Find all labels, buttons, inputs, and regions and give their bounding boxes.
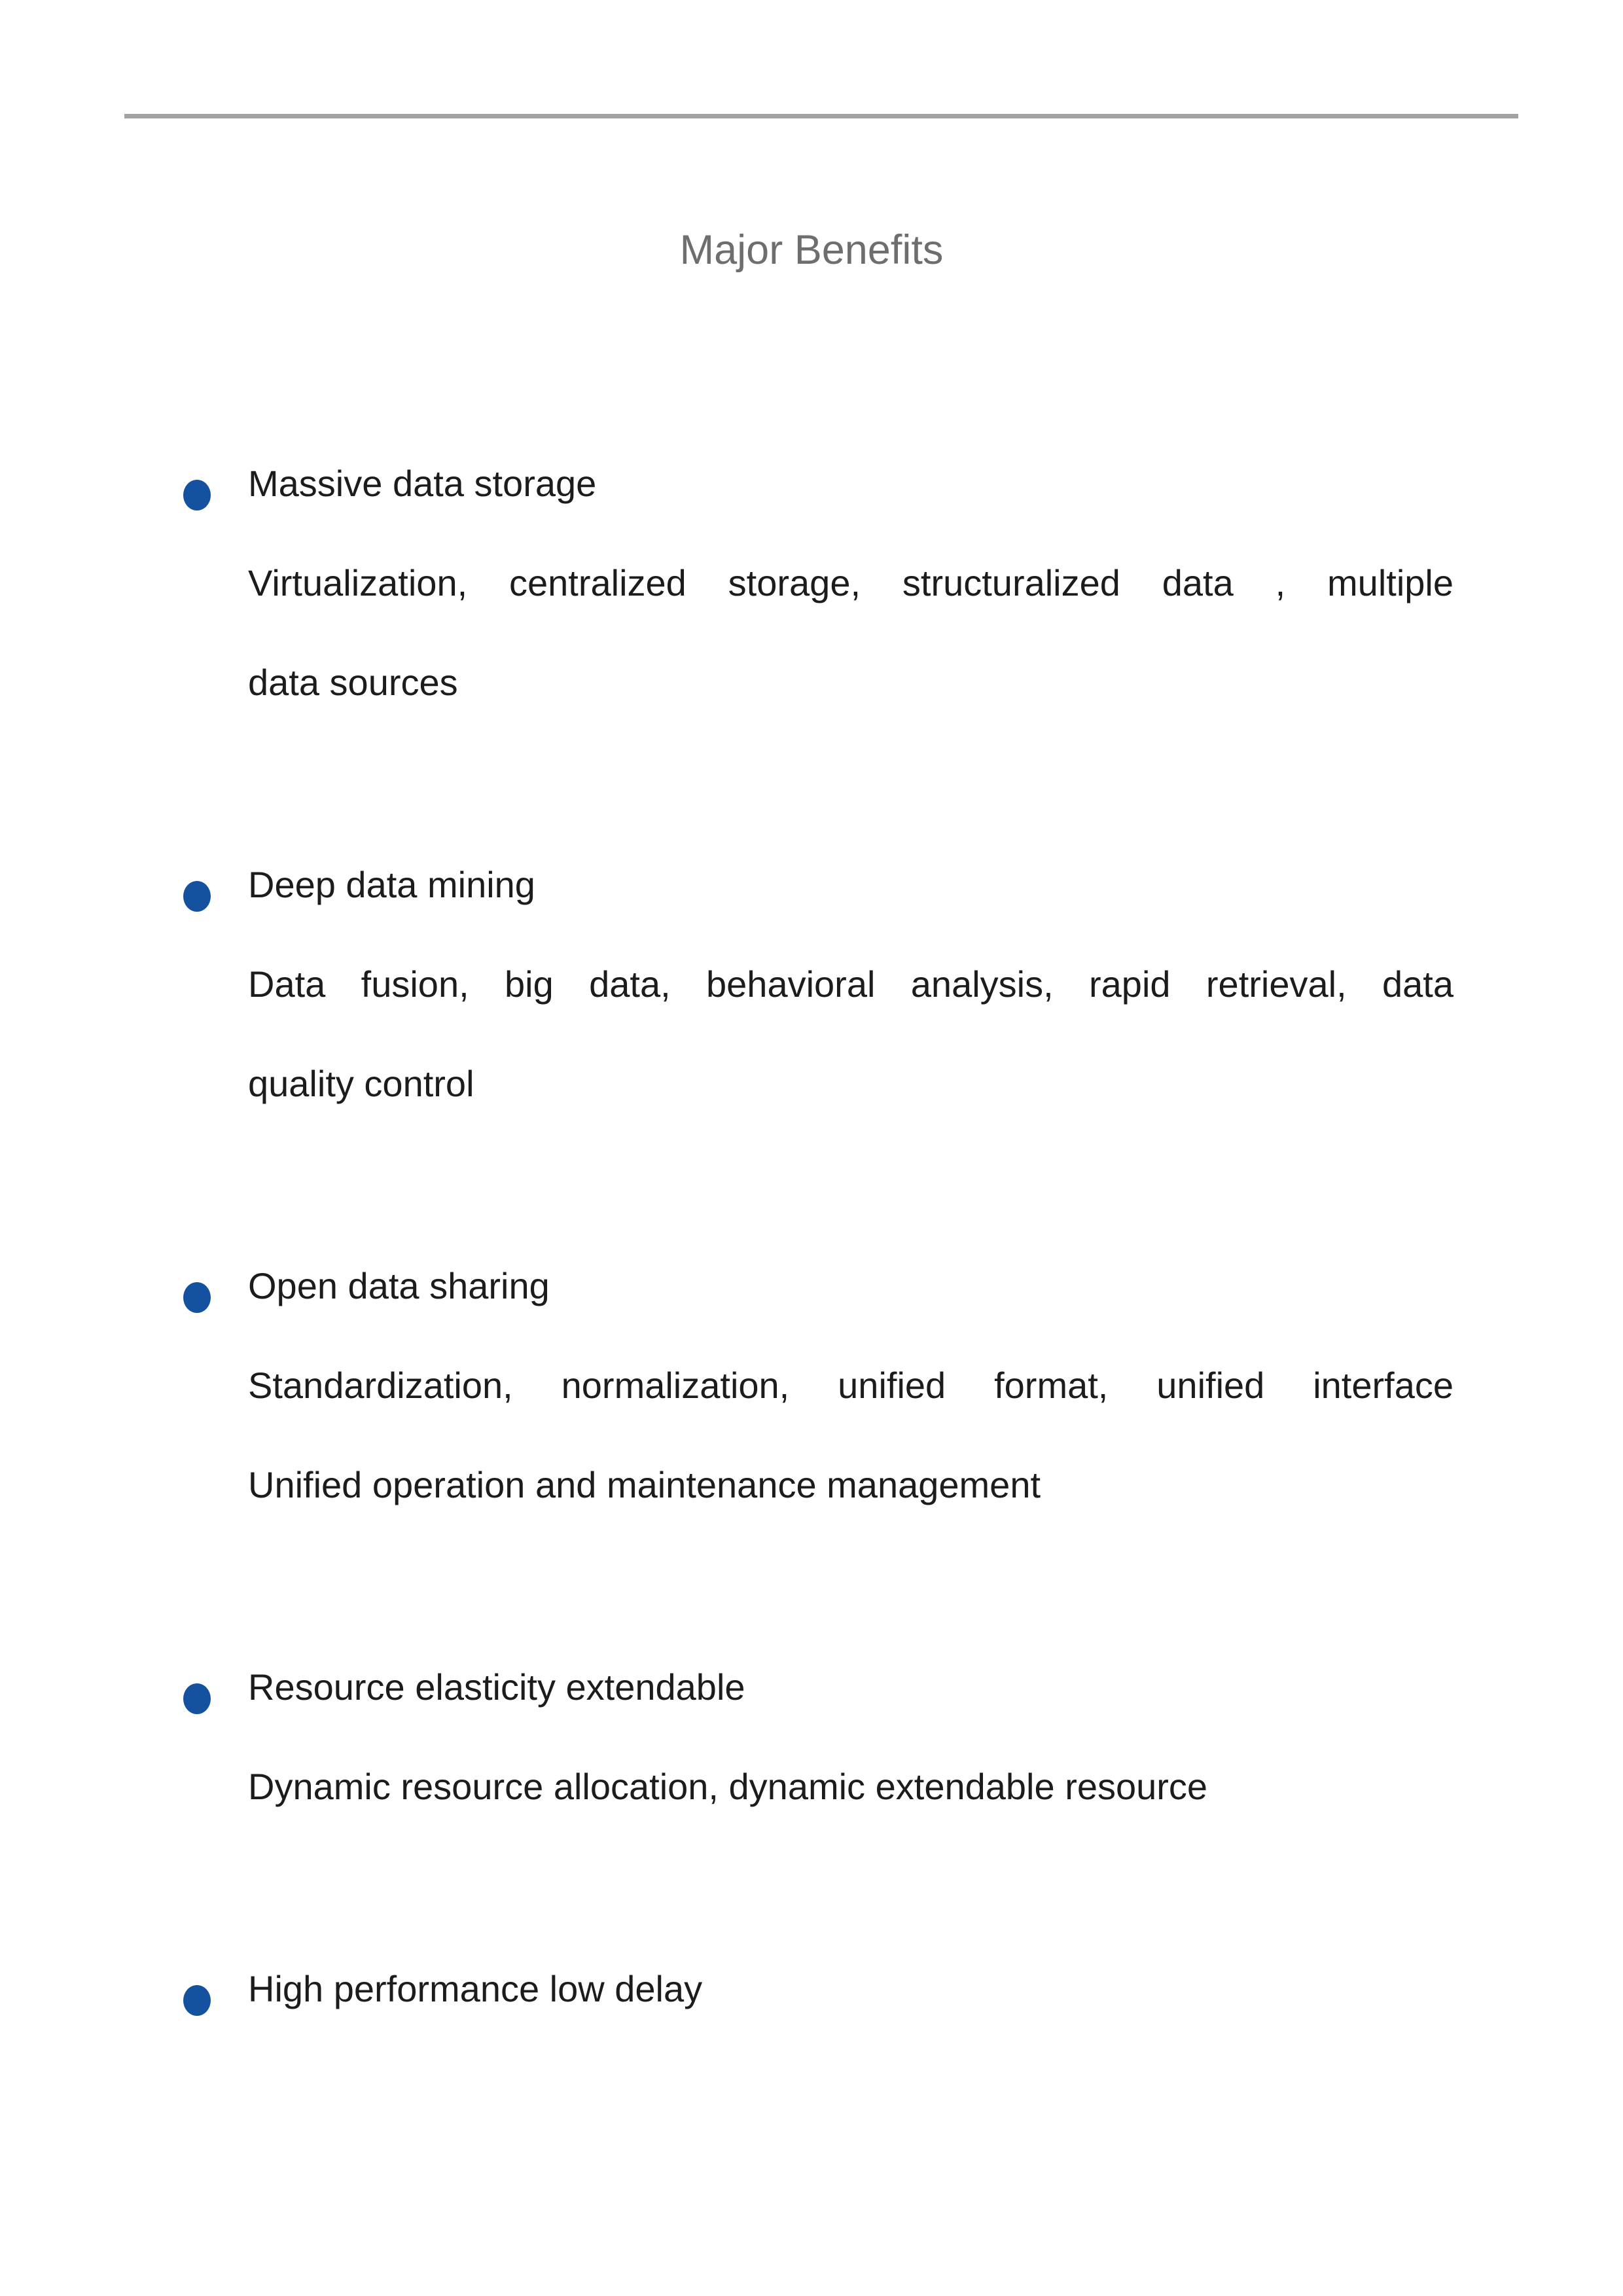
bullet-dot-icon — [183, 1985, 211, 2016]
bullet-dot-icon — [183, 1683, 211, 1714]
benefit-detail-line: Unified operation and maintenance management — [248, 1464, 1041, 1505]
bullet-dot-icon — [183, 881, 211, 912]
benefit-detail-line: quality control — [248, 1063, 474, 1104]
benefit-item — [248, 434, 1454, 732]
page-title: Major Benefits — [679, 227, 944, 273]
benefit-detail-line: data sources — [248, 662, 458, 703]
benefit-detail-line: Data fusion, big data, behavioral analysis, rapid retrieval, data — [248, 963, 1454, 1005]
benefit-heading: Resource elasticity extendable — [248, 1666, 745, 1708]
benefit-detail-line: Dynamic resource allocation, dynamic extendable resource — [248, 1766, 1208, 1807]
benefit-heading: High performance low delay — [248, 1968, 703, 2009]
benefit-heading: Deep data mining — [248, 864, 535, 905]
benefit-heading: Massive data storage — [248, 463, 597, 504]
benefit-detail-line: Standardization, normalization, unified format, unified interface — [248, 1365, 1454, 1406]
bullet-dot-icon — [183, 1282, 211, 1313]
bullet-dot-icon — [183, 480, 211, 511]
benefit-item — [248, 1939, 1454, 2039]
benefit-item — [248, 835, 1454, 1134]
benefits-list — [248, 434, 1454, 2142]
benefit-item — [248, 1638, 1454, 1837]
benefit-heading: Open data sharing — [248, 1265, 550, 1306]
benefit-item — [248, 1236, 1454, 1535]
benefit-detail-line: Virtualization, centralized storage, structuralized data , multiple — [248, 562, 1454, 603]
top-rule — [124, 114, 1518, 118]
